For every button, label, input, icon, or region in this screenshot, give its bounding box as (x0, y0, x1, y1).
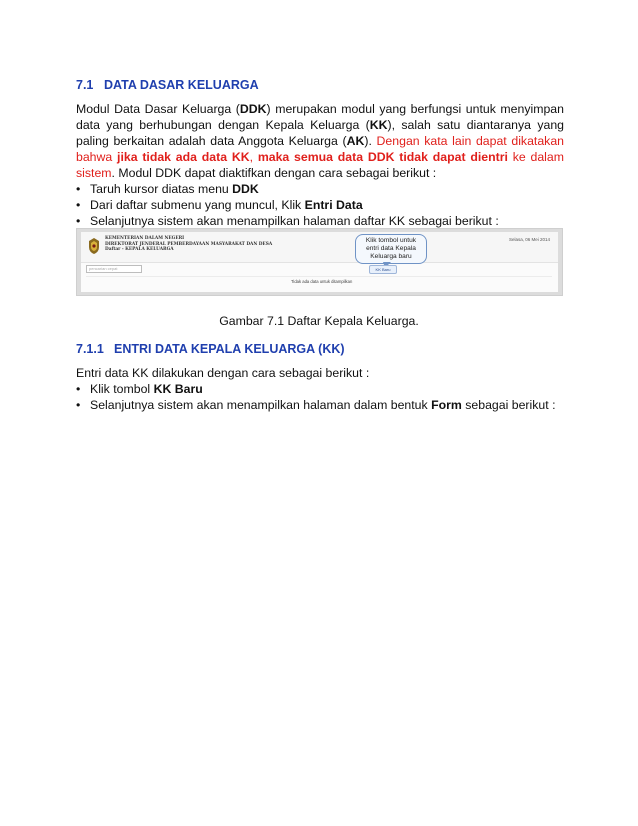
section-number: 7.1 (76, 78, 94, 92)
list-item (76, 381, 576, 397)
step-text: Selanjutnya sistem akan menampilkan halaman daftar KK sebagai berikut : (90, 214, 499, 228)
org-name (105, 236, 272, 253)
list-item (76, 213, 576, 229)
step-text: Klik tombol (90, 382, 154, 396)
subsection-heading (76, 342, 345, 356)
org-line: KEMENTERIAN DALAM NEGERI (105, 236, 185, 241)
paragraph-text: . Modul DDK dapat diaktifkan dengan cara sebagai berikut : (111, 166, 437, 180)
org-line: Daftar - KEPALA KELUARGA (105, 247, 174, 253)
date-label: Selasa, 06 Mei 2014 (508, 237, 550, 242)
step-text: Selanjutnya sistem akan menampilkan halaman dalam bentuk (90, 398, 432, 412)
step-bold: Entri Data (304, 198, 363, 212)
term-kk: KK (369, 118, 388, 132)
step-text: sebagai berikut : (461, 398, 556, 412)
list-item (76, 197, 576, 213)
subsection-title: ENTRI DATA KEPALA KELUARGA (KK) (114, 342, 345, 356)
no-data-message: Tidak ada data untuk ditampilkan (291, 279, 353, 284)
intro-paragraph (76, 101, 564, 181)
paragraph-text: Modul Data Dasar Keluarga ( (76, 102, 240, 116)
garuda-emblem-icon (87, 237, 101, 255)
paragraph-text: ), salah satu diantaranya yang paling berkaitan adalah data Anggota Keluarga ( (76, 118, 564, 148)
bullet: • (76, 182, 81, 196)
warning-text: , (249, 150, 258, 164)
bullet: • (76, 198, 81, 212)
screenshot-figure (76, 228, 563, 296)
list-item (76, 181, 576, 197)
warning-bold-text: maka semua data DDK tidak dapat dientri (257, 150, 508, 164)
ddk-steps-list (76, 181, 576, 229)
bullet: • (76, 398, 81, 412)
warning-text: Dengan kata lain dapat dikatakan bahwa (76, 134, 565, 164)
screenshot-window (81, 232, 558, 292)
callout-line: entri data Kepala (366, 245, 416, 252)
section-heading (76, 78, 259, 92)
callout-line: Keluarga baru (370, 253, 412, 260)
paragraph-text: ). (364, 134, 377, 148)
screenshot-header (81, 232, 558, 263)
step-text: Dari daftar submenu yang muncul, Klik (90, 198, 305, 212)
divider (86, 276, 552, 277)
org-line: DIREKTORAT JENDERAL PEMBERDAYAAN MASYARAKAT DAN DESA (105, 241, 273, 247)
step-bold: Form (431, 398, 462, 412)
step-bold: DDK (232, 182, 259, 196)
term-ddk: DDK (239, 102, 267, 116)
step-bold: KK Baru (153, 382, 203, 396)
paragraph-text: ) merupakan modul yang berfungsi untuk menyimpan data yang berhubungan dengan Kepala Keluarga ( (76, 102, 564, 132)
list-item (76, 397, 576, 413)
figure-caption: Gambar 7.1 Daftar Kepala Keluarga. (219, 314, 419, 328)
warning-bold-text: jika tidak ada data KK (117, 150, 250, 164)
subsection-number: 7.1.1 (76, 342, 104, 356)
term-ak: AK (346, 134, 365, 148)
entry-intro: Entri data KK dilakukan dengan cara sebagai berikut : (76, 366, 370, 380)
warning-text: ke dalam sistem (76, 150, 564, 180)
kk-baru-button[interactable]: KK Baru (369, 265, 397, 274)
entry-steps-list (76, 381, 576, 413)
step-text: Taruh kursor diatas menu (90, 182, 233, 196)
callout-line: Klik tombol untuk (365, 237, 417, 244)
callout-bubble (355, 234, 427, 264)
section-title: DATA DASAR KELUARGA (104, 78, 259, 92)
quick-search-input[interactable]: pencarian cepat (86, 265, 142, 273)
bullet: • (76, 214, 81, 228)
bullet: • (76, 382, 81, 396)
